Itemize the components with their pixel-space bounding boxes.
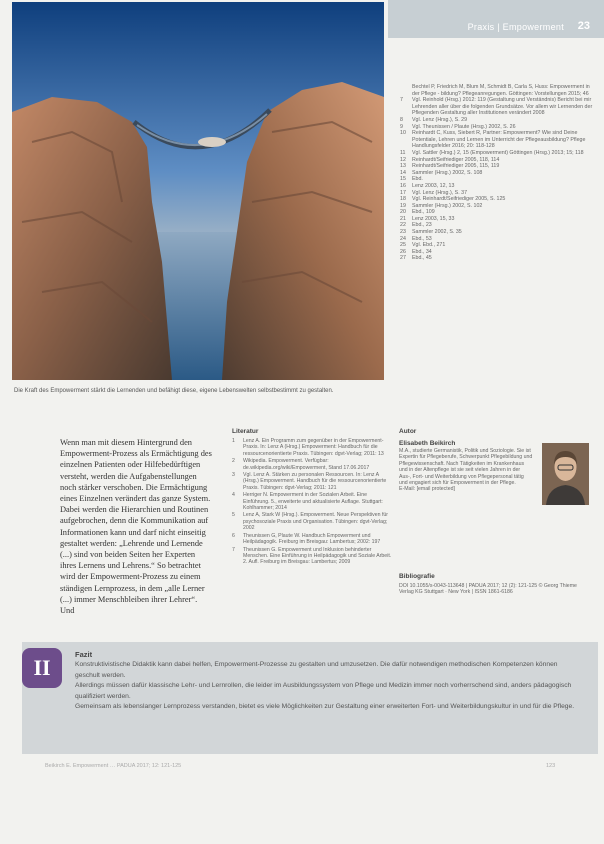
endnote: 23 Sammler 2002, S. 35 — [400, 229, 462, 236]
endnote: 22 Ebd., 23 — [400, 222, 432, 229]
literature-item: 1 Lenz A. Ein Programm zum gegenüber in der Empowerment-Praxis. In: Lenz A (Hrsg.) Empowerment: Handbuch für die ressourcenorientierte Praxis. Tübingen: dgvt-Verlag; 2011: 13 — [232, 438, 384, 457]
endnote: 21 Lenz 2003, 15, 33 — [400, 215, 455, 222]
bibliography-heading: Bibliografie — [399, 573, 435, 580]
endnote: 25 Vgl. Ebd., 271 — [400, 242, 446, 249]
endnote: 7 Vgl. Reinhold (Hrsg.) 2012: 119 (Gestaltung und Verständnis) Bericht bei mir Lehrenden aller über die folgenden Grundsätze. Vor allem wir Lernenden der Pflegenden Gestaltung aller Institutionen verändert 2008 — [400, 97, 593, 117]
author-photo — [542, 443, 589, 505]
bibliography-text: DOI 10.1055/s-0043-113648 | PADUA 2017; 12 (2): 121-125 © Georg Thieme Verlag KG Stuttgart · New York | ISSN 1861-6186 — [399, 583, 577, 596]
endnote: 12 Reinhardt/Seifriediger 2005, 118, 114 — [400, 156, 500, 163]
literature-item: 5 Lenz A, Stark W (Hrsg.). Empowerment. Neue Perspektiven für psychosoziale Praxis und Organisation. Tübingen: dgvt-Verlag; 2002 — [232, 512, 389, 532]
conclusion-line: Allerdings müssen dafür klassische Lehr- und Lernrollen, die leider im Ausbildungssystem von Pflege und Medizin immer noch vorherrschend sind, anders pädagogisch qualifiziert werden. — [75, 682, 572, 700]
endnote: 8 Vgl. Lenz (Hrsg.), S. 29 — [400, 116, 468, 123]
endnote: 24 Ebd., 53 — [400, 235, 432, 242]
endnote: 27 Ebd., 45 — [400, 255, 432, 262]
author-portrait-icon — [542, 443, 589, 505]
literature-item: 2 Wikipedia. Empowerment. Verfügbar: de.wikipedia.org/wiki/Empowerment, Stand 17.06.2017 — [232, 458, 370, 471]
endnote: 11 Vgl. Sattler (Hrsg.) 2, 15 (Empowerment) Göttingen (Hrsg.) 2013; 15; 118 — [400, 149, 584, 156]
author-heading: Autor — [399, 428, 417, 435]
endnote: 9 Vgl. Theunissen / Plaute (Hrsg.) 2002, S. 26 — [400, 123, 516, 130]
hammock-between-cliffs-image — [12, 2, 384, 380]
literature-item: 4 Herriger N. Empowerment in der Sozialen Arbeit. Eine Einführung. 5., erweiterte und aktualisierte Auflage. Stuttgart: Kohlhammer; 2014 — [232, 492, 383, 512]
literature-item: 6 Theunissen G, Plaute W. Handbuch Empowerment und Heilpädagogik. Freiburg im Breisgau: Lambertus; 2002: 197 — [232, 532, 381, 546]
body-text: Wenn man mit diesem Hintergrund den Empowerment-Prozess als Ermächtigung des einzelnen Patienten oder Hilfebedürftigen versteht, werden die Aufgabenstellungen noch stärker verschoben. Die Ermächtigung eines Einzelnen verändert das ganze System. Dabei werden die Hierarchien und Routinen aufgebrochen, denn die Kommunikation auf Informationen kann und darf nicht einseitig gestaltet werden: „Lehrende und Lernende (...) sind von beiden Seiten her Experten ihres Lernens und Lehrens.“ So betrachtet wird der Empowerment-Prozess zu einem ständigen Lernprozess, in dem „alle Lerner (...) immer Menschbleiben ihrer Lehrer“. Und — [60, 438, 212, 616]
endnotes-list — [400, 84, 596, 262]
endnote: 26 Ebd., 34 — [400, 248, 432, 255]
endnote: 20 Ebd., 109 — [400, 209, 435, 216]
conclusion-line: Konstruktivistische Didaktik kann dabei helfen, Empowerment-Prozesse zu gestalten und umzusetzen. Die dafür notwendigen methodischen Kompetenzen können geschult werden. — [75, 661, 558, 679]
author-bio-text: M.A., studierte Germanistik, Politik und Soziologie. Sie ist Expertin für Pflegeberufe, Schwerpunkt Pflegebildung und Pflegewissenschaft. Nach Tätigkeiten im Krankenhaus und in der Altenpflege ist sie seit vielen Jahren in der Aus-, Fort- und Weiterbildung von Pflegepersonal tätig und engagiert sich für Empowerment in der Pflege. — [399, 448, 533, 487]
endnote: 17 Vgl. Lenz (Hrsg.), S. 37 — [400, 189, 468, 196]
endnote: 13 Reinhardt/Seifriediger 2005, 115, 119 — [400, 163, 500, 170]
literature-list — [232, 438, 392, 567]
endnote: 19 Sammler (Hrsg.) 2002, S. 102 — [400, 202, 483, 209]
author-email[interactable]: E-Mail: [email protected] — [399, 486, 455, 493]
author-bio — [399, 448, 533, 493]
page-header — [388, 0, 604, 38]
literature-item: 3 Vgl. Lenz A. Stärken zu personalen Ressourcen. In: Lenz A (Hrsg.) Empowerment. Handbuch für die ressourcenorientierte Praxis. Tübingen: dgvt-Verlag; 2011: 121 — [232, 472, 387, 491]
literature-heading: Literatur — [232, 428, 259, 435]
page-number: 23 — [577, 20, 590, 32]
footer-page-number: 123 — [546, 763, 556, 769]
endnote: 16 Lenz 2003, 12, 13 — [400, 182, 455, 189]
image-caption: Die Kraft des Empowerment stärkt die Lernenden und befähigt diese, eigene Lebenswelten selbstbestimmt zu gestalten. — [14, 388, 334, 394]
endnote: Bechtel P, Friedrich M, Blum M, Schmidt B, Carla S, Huss: Empowerment in der Pflege - bildung? Pflegeanregungen. Göttingen: Vorstellungen 2015; 46 — [412, 84, 590, 97]
conclusion-text — [75, 660, 575, 713]
conclusion-title: Fazit — [75, 650, 93, 659]
endnote: 18 Vgl. Reinhardt/Seifriediger 2005, S. 125 — [400, 196, 506, 203]
endnote: 10 Reinhardt C, Kuss, Siebert R, Partner: Empowerment? Wie sind Deine Potentiale, Lehren und Lernen im Unterricht der Pflegeausbildung? Pflege Handlungsfelder 2016; 20: 118-128 — [400, 130, 586, 150]
endnote: 15 Ebd. — [400, 176, 423, 183]
conclusion-badge-icon: II — [22, 648, 62, 688]
conclusion-line: Gemeinsam als lebenslanger Lernprozess verstanden, bietet es viele Möglichkeiten zur Gestaltung einer erweiterten Fort- und Weiterbildungskultur in und für die Pflege. — [75, 703, 575, 710]
hammock-photo — [12, 2, 384, 380]
literature-item: 7 Theunissen G. Empowerment und Inklusion behinderter Menschen. Eine Einführung in Heilpädagogik und Soziale Arbeit. 2. Aufl. Freiburg im Breisgau: Lambertus; 2009 — [232, 546, 392, 566]
endnote: 14 Sammler (Hrsg.) 2002, S. 108 — [400, 169, 483, 176]
section-title: Praxis | Empowerment — [467, 22, 564, 32]
author-name: Elisabeth Beikirch — [399, 440, 456, 447]
footer-citation: Beikirch E. Empowerment … PADUA 2017; 12: 121-125 — [45, 763, 182, 769]
